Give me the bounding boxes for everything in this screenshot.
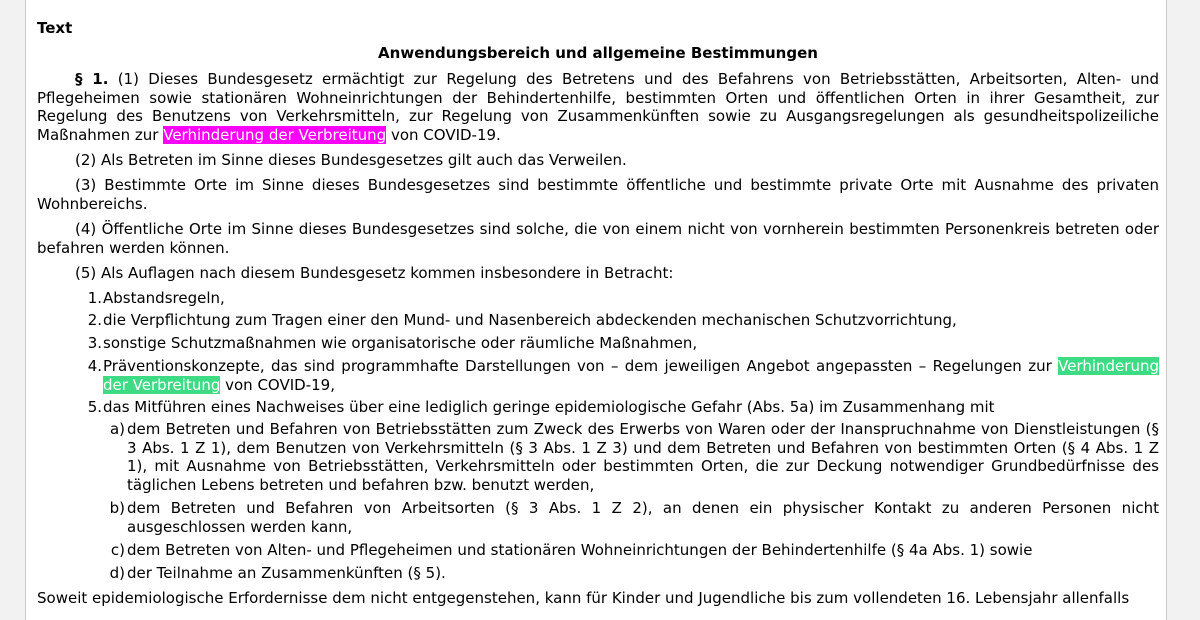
sublist-item-letter: b) bbox=[109, 499, 125, 517]
list-item-number: 3. bbox=[87, 334, 102, 352]
search-highlight-green: Verhinderung der Verbreitung bbox=[103, 357, 1159, 394]
list-item-number: 4. bbox=[87, 357, 102, 375]
list-item-number: 1. bbox=[87, 289, 102, 307]
sublist-item-text: dem Betreten von Alten- und Pflegeheimen und stationären Wohneinrichtungen der Behindertenhilfe (§ 4a Abs. 1) sowie bbox=[127, 541, 1033, 559]
item4-text-after: von COVID-19, bbox=[220, 375, 335, 394]
p1-text-after: von COVID-19. bbox=[386, 125, 501, 144]
paragraph-mark: § 1. bbox=[75, 70, 109, 88]
trailing-paragraph: Soweit epidemiologische Erfordernisse dem nicht entgegenstehen, kann für Kinder und Jugendliche bis zum vollendeten 16. Lebensjahr allenfalls bbox=[37, 589, 1130, 607]
list-item-text: sonstige Schutzmaßnahmen wie organisatorische oder räumliche Maßnahmen, bbox=[103, 334, 698, 352]
paragraph-3: (3) Bestimmte Orte im Sinne dieses Bundesgesetzes sind bestimmte öffentliche und bestimmte private Orte mit Ausnahme des privaten Wohnbereichs. bbox=[37, 176, 1159, 213]
sublist-item-text: dem Betreten und Befahren von Betriebsstätten zum Zweck des Erwerbs von Waren oder der Inanspruchnahme von Dienstleistungen (§ 3 Abs. 1 Z 1), dem Benutzen von Verkehrsmitteln (§ 3 Abs. 1 Z 3) und dem Betreten und Befahren von bestimmten Orten (§ 4 Abs. 1 Z 1), mit Ausnahme von Betriebsstätten, Verkehrsmitteln oder bestimmten Orten, die zur Deckung notwendiger Grundbedürfnisse des täglichen Lebens betreten und befahren bzw. benutzt werden, bbox=[127, 420, 1159, 494]
document-panel bbox=[25, 0, 1167, 620]
search-highlight-magenta: Verhinderung der Verbreitung bbox=[163, 125, 387, 144]
list-item-number: 5. bbox=[87, 398, 102, 416]
document-label: Text bbox=[37, 19, 73, 37]
paragraph-1 bbox=[37, 70, 1159, 144]
sublist-item-text: der Teilnahme an Zusammenkünften (§ 5). bbox=[127, 564, 446, 582]
paragraph-5: (5) Als Auflagen nach diesem Bundesgesetz kommen insbesondere in Betracht: bbox=[75, 264, 674, 282]
list-item-text: Abstandsregeln, bbox=[103, 289, 225, 307]
p1-text-before: (1) Dieses Bundesgesetz ermächtigt zur Regelung des Betretens und des Befahrens von Betriebsstätten, Arbeitsorten, Alten- und Pflegeheimen sowie stationären Wohneinrichtungen der Behindertenhilfe, bestimmten Orten und öffentlichen Orten in ihrer Gesamtheit, zur Regelung des Benutzens von Verkehrsmitteln, zur Regelung von Zusammenkünften sowie zu Ausgangsregelungen als gesundheitspolizeiliche Maßnahmen zur bbox=[37, 70, 1159, 144]
section-heading: Anwendungsbereich und allgemeine Bestimmungen bbox=[378, 44, 818, 62]
item4-text-before: Präventionskonzepte, das sind programmhafte Darstellungen von – dem jeweiligen Angebot angepassten – Regelungen zur bbox=[103, 357, 1059, 375]
sublist-item-letter: c) bbox=[110, 541, 125, 559]
sublist-item-letter: a) bbox=[109, 420, 125, 438]
list-item-number: 2. bbox=[87, 311, 102, 329]
paragraph-2: (2) Als Betreten im Sinne dieses Bundesgesetzes gilt auch das Verweilen. bbox=[75, 151, 627, 169]
list-item-text: die Verpflichtung zum Tragen einer den Mund- und Nasenbereich abdeckenden mechanischen Schutzvorrichtung, bbox=[103, 311, 957, 329]
list-item-text bbox=[103, 357, 1159, 394]
sublist-item-letter: d) bbox=[109, 564, 125, 582]
list-item-text: das Mitführen eines Nachweises über eine lediglich geringe epidemiologische Gefahr (Abs. 5a) im Zusammenhang mit bbox=[103, 398, 995, 416]
sublist-item-text: dem Betreten und Befahren von Arbeitsorten (§ 3 Abs. 1 Z 2), an denen ein physischer Kontakt zu anderen Personen nicht ausgeschlossen werden kann, bbox=[127, 499, 1159, 536]
paragraph-4: (4) Öffentliche Orte im Sinne dieses Bundesgesetzes sind solche, die von einem nicht von vornherein bestimmten Personenkreis betreten oder befahren werden können. bbox=[37, 220, 1159, 257]
